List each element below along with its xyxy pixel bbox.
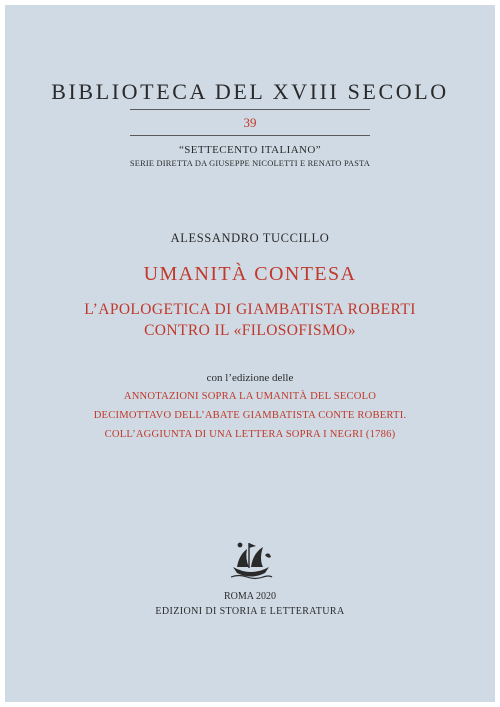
place-and-year: ROMA 2020 <box>224 591 276 602</box>
edition-intro: con l’edizione delle <box>206 372 294 384</box>
sub-series-title: “SETTECENTO ITALIANO” <box>178 144 322 156</box>
annotation-line-3: COLL’AGGIUNTA DI UNA LETTERA SOPRA I NEGRI (1786) <box>104 429 396 440</box>
annotation-line-1: ANNOTAZIONI SOPRA LA UMANITÀ DEL SECOLO <box>123 391 377 402</box>
book-subtitle-line-1: L’APOLOGETICA DI GIAMBATISTA ROBERTI <box>84 301 416 318</box>
annotation-line-2: DECIMOTTAVO DELL’ABATE GIAMBATISTA CONTE ROBERTI. <box>93 410 407 421</box>
book-subtitle-line-2: CONTRO IL «FILOSOFISMO» <box>144 322 356 339</box>
publisher-emblem-icon <box>225 533 277 585</box>
publisher-name: EDIZIONI DI STORIA E LETTERATURA <box>155 606 345 617</box>
divider-top <box>130 109 370 110</box>
divider-bottom <box>130 135 370 136</box>
book-cover <box>5 5 495 702</box>
author-name: ALESSANDRO TUCCILLO <box>170 231 330 245</box>
volume-number: 39 <box>243 115 257 130</box>
book-title: UMANITÀ CONTESA <box>143 263 357 285</box>
series-title: BIBLIOTECA DEL XVIII SECOLO <box>51 79 449 104</box>
series-editors: SERIE DIRETTA DA GIUSEPPE NICOLETTI E RENATO PASTA <box>129 159 371 168</box>
